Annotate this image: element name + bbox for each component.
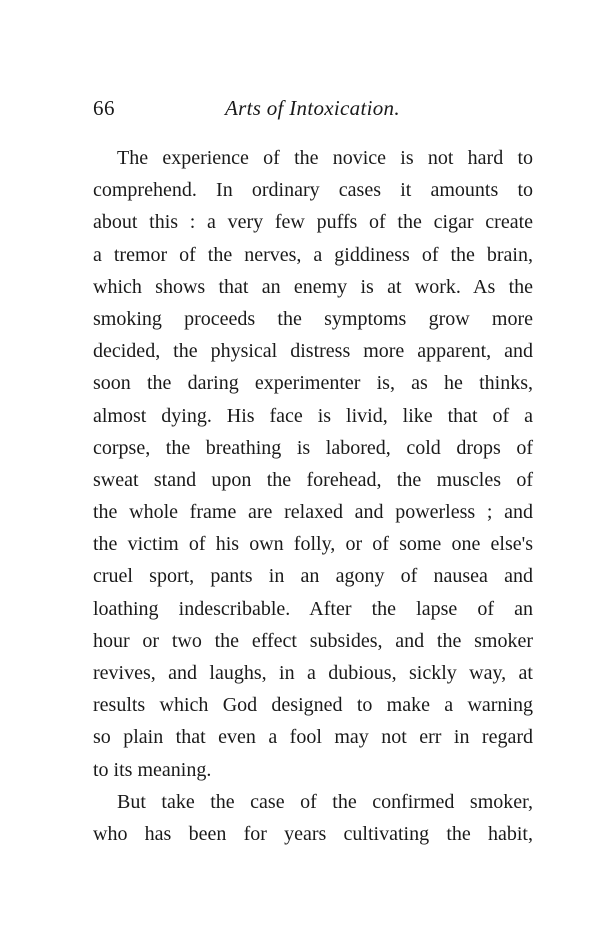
page-header bbox=[93, 96, 533, 126]
text-line: which shows that an enemy is at work. As the bbox=[93, 275, 533, 298]
running-title: Arts of Intoxication. bbox=[225, 96, 400, 120]
text-line: hour or two the effect subsides, and the smoker bbox=[93, 629, 533, 652]
text-line: decided, the physical distress more apparent, and bbox=[93, 340, 533, 363]
text-line: a tremor of the nerves, a giddiness of the brain, bbox=[93, 243, 533, 266]
text-line: revives, and laughs, in a dubious, sickly way, at bbox=[93, 662, 533, 684]
text-line: corpse, the breathing is labored, cold drops of bbox=[93, 436, 533, 459]
text-line: about this : a very few puffs of the cigar create bbox=[93, 211, 533, 234]
text-line: sweat stand upon the forehead, the muscles of bbox=[93, 468, 533, 491]
page-number: 66 bbox=[93, 96, 115, 120]
text-line: But take the case of the confirmed smoker, bbox=[117, 790, 533, 813]
text-line: comprehend. In ordinary cases it amounts to bbox=[93, 179, 533, 202]
text-line: so plain that even a fool may not err in regard bbox=[93, 726, 533, 749]
text-line: soon the daring experimenter is, as he thinks, bbox=[93, 372, 533, 395]
text-line: the victim of his own folly, or of some one else's bbox=[93, 533, 533, 556]
text-line: who has been for years cultivating the habit, bbox=[93, 822, 533, 845]
text-line: smoking proceeds the symptoms grow more bbox=[93, 307, 533, 330]
text-line: to its meaning. bbox=[93, 758, 212, 781]
text-line: the whole frame are relaxed and powerless ; and bbox=[93, 501, 533, 524]
text-line: The experience of the novice is not hard to bbox=[117, 147, 533, 169]
body-text bbox=[93, 142, 533, 850]
text-line: loathing indescribable. After the lapse of an bbox=[93, 597, 533, 620]
text-line: cruel sport, pants in an agony of nausea and bbox=[93, 565, 533, 588]
text-line: almost dying. His face is livid, like that of a bbox=[93, 404, 533, 427]
text-line: results which God designed to make a warning bbox=[93, 694, 533, 717]
